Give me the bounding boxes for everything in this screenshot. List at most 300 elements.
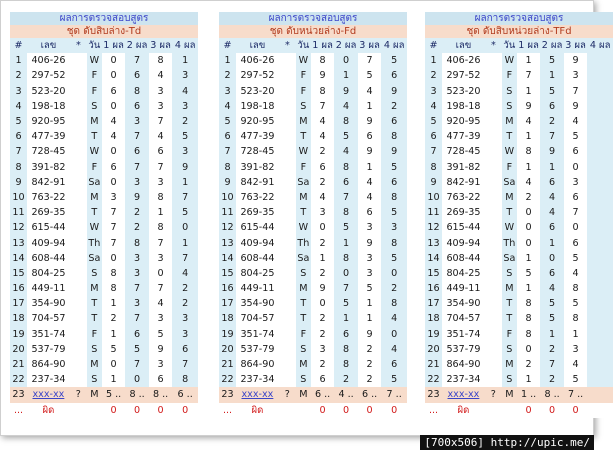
result-value: 6 [102, 84, 126, 99]
result-value: 8 [343, 252, 350, 264]
row-number: 5 [224, 116, 231, 128]
result-value: 8 [391, 298, 398, 310]
result-value: 4 [182, 85, 189, 97]
result-value: 1 [549, 70, 556, 82]
day-code: W [89, 222, 100, 234]
column-header: 1 ผล [102, 38, 126, 53]
result-value: 0 [311, 220, 335, 235]
spacer-cell [70, 160, 87, 175]
result-value: 5 [343, 298, 350, 310]
row-number: 11 [427, 207, 440, 219]
draw-row [425, 311, 613, 326]
result-value: 7 [182, 252, 189, 264]
result-value: 6 [358, 129, 382, 144]
row-number: 2 [224, 70, 231, 82]
lottery-number: 269-35 [27, 205, 70, 220]
next-draw-row [425, 387, 613, 402]
result-value: 1 [549, 161, 556, 173]
lottery-number: 728-45 [442, 144, 485, 159]
day-code: T [91, 313, 98, 325]
row-number: 13 [12, 237, 25, 249]
lottery-number: 391-82 [236, 160, 279, 175]
lottery-number: 391-82 [442, 160, 485, 175]
result-value: 5 [391, 55, 398, 67]
result-value: 2 [391, 100, 398, 112]
draw-row [219, 68, 407, 83]
lottery-number: 409-94 [27, 235, 70, 250]
row-number: 21 [12, 359, 25, 371]
lottery-number: 615-44 [27, 220, 70, 235]
row-number: 16 [221, 283, 234, 295]
lottery-number: 409-94 [442, 235, 485, 250]
result-value: 2 [517, 357, 541, 372]
lottery-number: 763-22 [442, 190, 485, 205]
spacer-cell [485, 281, 502, 296]
spacer-cell [70, 68, 87, 83]
result-value: 5 [564, 296, 588, 311]
error-count: 0 [149, 403, 173, 418]
lottery-number: 920-95 [236, 114, 279, 129]
day-code: M [505, 283, 514, 295]
row-number: 16 [427, 283, 440, 295]
result-value: 2 [134, 207, 141, 219]
column-header: เลข [236, 38, 279, 53]
day-code: S [300, 100, 307, 112]
result-value: 0 [102, 175, 126, 190]
spacer-cell [70, 84, 87, 99]
spacer-cell [70, 175, 87, 190]
result-value: 1 [564, 327, 588, 342]
result-value: 9 [134, 191, 141, 203]
day-code: T [91, 131, 98, 143]
result-value [587, 251, 613, 266]
draw-row [219, 175, 407, 190]
result-value: 5 [549, 55, 556, 67]
row-number: 17 [427, 298, 440, 310]
lottery-number: 864-90 [27, 357, 70, 372]
result-value: 6 [391, 70, 398, 82]
lottery-number: 804-25 [236, 266, 279, 281]
lottery-number: 351-74 [27, 327, 70, 342]
spacer-cell [485, 235, 502, 250]
day-code: Th [503, 237, 516, 249]
result-value: 2 [517, 190, 541, 205]
result-value: 0 [549, 252, 556, 264]
day-code: W [298, 55, 309, 67]
draw-row [10, 220, 198, 235]
row-number: 9 [15, 176, 22, 188]
lottery-number: 198-18 [442, 99, 485, 114]
result-value [587, 205, 613, 220]
result-value: 5 [564, 129, 588, 144]
draw-row [425, 68, 613, 83]
result-value: 5 [391, 374, 398, 386]
result-value: 4 [564, 357, 588, 372]
spacer-cell [279, 403, 296, 418]
spacer-cell [502, 403, 517, 418]
spacer-cell [279, 266, 296, 281]
draw-row [219, 160, 407, 175]
result-value: 6 [564, 235, 588, 250]
spacer-cell [485, 175, 502, 190]
result-value: 4 [358, 84, 382, 99]
result-value [587, 175, 613, 190]
lottery-number: 804-25 [442, 266, 485, 281]
draw-row [219, 311, 407, 326]
result-value [587, 266, 613, 281]
column-header: * [279, 38, 296, 53]
result-value: 5 [549, 313, 556, 325]
error-count: 0 [311, 403, 335, 418]
draw-row [10, 357, 198, 372]
column-header: 4 ผล [172, 38, 198, 53]
result-value: 6 [549, 267, 556, 279]
result-value: 2 [358, 357, 382, 372]
result-value: 1 [149, 205, 173, 220]
result-value: 4 [517, 175, 541, 190]
spacer-cell [279, 129, 296, 144]
result-value: 4 [517, 114, 541, 129]
lottery-number: 704-57 [236, 311, 279, 326]
panel-subtitle: ชุด ดับหน่วยล่าง-Fd [219, 25, 407, 38]
spacer-cell [279, 144, 296, 159]
next-draw-link[interactable]: xxx-xx [236, 387, 279, 402]
result-value: 8 [391, 131, 398, 143]
result-value: 7 [149, 114, 173, 129]
draw-row [10, 281, 198, 296]
draw-row [219, 342, 407, 357]
result-value: 8 [517, 311, 541, 326]
spacer-cell [70, 99, 87, 114]
result-value: 1 [517, 281, 541, 296]
row-number: 22 [12, 374, 25, 386]
result-value: 8 [149, 53, 173, 68]
result-value: 8 [517, 327, 541, 342]
result-value: 4 [549, 191, 556, 203]
day-code: T [300, 207, 307, 219]
column-header: เลข [442, 38, 485, 53]
result-value: 0 [134, 374, 141, 386]
spacer-cell [485, 296, 502, 311]
result-value: 3 [564, 342, 588, 357]
draw-row [425, 114, 613, 129]
results-table [425, 38, 613, 418]
row-number: 23 [425, 387, 442, 402]
result-value: 2 [102, 311, 126, 326]
spacer-cell [70, 251, 87, 266]
formula-panel-3 [425, 12, 613, 418]
day-code: T [300, 313, 307, 325]
result-value: 3 [134, 116, 141, 128]
result-value [587, 160, 613, 175]
spacer-cell [87, 403, 102, 418]
result-value: 8 [134, 237, 141, 249]
spacer-cell [485, 311, 502, 326]
lottery-number: 351-74 [442, 327, 485, 342]
column-header: # [219, 38, 236, 53]
spacer-cell [70, 235, 87, 250]
spacer-cell [279, 205, 296, 220]
result-value: 4 [343, 100, 350, 112]
day-code: W [504, 55, 515, 67]
result-value: 1 [517, 84, 541, 99]
draw-row [219, 251, 407, 266]
draw-row [10, 144, 198, 159]
result-value: 1 [517, 53, 541, 68]
day-code: S [91, 267, 98, 279]
row-number: 22 [427, 374, 440, 386]
result-value: 0 [182, 222, 189, 234]
result-value: 2 [311, 311, 335, 326]
result-value: 2 [134, 222, 141, 234]
row-number: 15 [427, 267, 440, 279]
lottery-number: 920-95 [442, 114, 485, 129]
panel-title: ผลการตรวจสอบสูตร [219, 12, 407, 25]
spacer-cell [485, 53, 502, 68]
day-code: M [505, 191, 514, 203]
predicted-value: 6 .. [311, 387, 335, 402]
error-count: 0 [564, 403, 588, 418]
day-code: F [506, 161, 513, 173]
day-code: T [506, 313, 513, 325]
result-value: 9 [358, 235, 382, 250]
result-value: 1 [311, 251, 335, 266]
result-value: 2 [358, 342, 382, 357]
result-value: 1 [343, 70, 350, 82]
predicted-value: 6 .. [358, 387, 382, 402]
lottery-number: 704-57 [27, 311, 70, 326]
lottery-number: 608-44 [442, 251, 485, 266]
formula-panel-1 [10, 12, 198, 418]
result-value: 1 [358, 296, 382, 311]
error-count: 0 [102, 403, 126, 418]
next-draw-link[interactable]: xxx-xx [27, 387, 70, 402]
error-label: ผิด [442, 403, 485, 418]
result-value: 1 [358, 160, 382, 175]
spacer-cell [70, 190, 87, 205]
result-value: 5 [549, 298, 556, 310]
result-value: 4 [149, 68, 173, 83]
column-header: 1 ผล [311, 38, 335, 53]
lottery-number: 728-45 [236, 144, 279, 159]
predicted-value: 5 .. [102, 387, 126, 402]
lottery-number: 269-35 [442, 205, 485, 220]
draw-row [425, 144, 613, 159]
day-code: M [90, 283, 99, 295]
lottery-number: 864-90 [442, 357, 485, 372]
lottery-number: 608-44 [27, 251, 70, 266]
error-count-row [219, 403, 407, 418]
day-code: M [90, 116, 99, 128]
result-value: 3 [358, 251, 382, 266]
result-value: 8 [182, 374, 189, 386]
predicted-value: 4 .. [334, 387, 358, 402]
row-number: 8 [430, 161, 437, 173]
lottery-number: 237-34 [442, 372, 485, 387]
result-value: 3 [311, 342, 335, 357]
result-value: 1 [102, 327, 126, 342]
result-value: 0 [517, 220, 541, 235]
draw-row [10, 160, 198, 175]
result-value: 6 [134, 70, 141, 82]
result-value: 7 [134, 161, 141, 173]
spacer-cell [279, 311, 296, 326]
result-value: 9 [343, 85, 350, 97]
draw-row [219, 296, 407, 311]
result-value: 4 [343, 146, 350, 158]
row-number: 15 [221, 267, 234, 279]
result-value: 7 [311, 99, 335, 114]
spacer-cell [279, 99, 296, 114]
result-value: 9 [149, 342, 173, 357]
result-value: 4 [149, 129, 173, 144]
day-code: M [299, 116, 308, 128]
predicted-value: 1 .. [517, 387, 541, 402]
result-value: 1 [549, 328, 556, 340]
result-value: 5 [358, 68, 382, 83]
panel-title: ผลการตรวจสอบสูตร [10, 12, 198, 25]
result-value: 6 [549, 222, 556, 234]
result-value [587, 99, 613, 114]
result-value: 1 [102, 372, 126, 387]
column-header: # [425, 38, 442, 53]
results-table [10, 38, 198, 418]
spacer-cell [485, 160, 502, 175]
result-value: 5 [391, 161, 398, 173]
row-number: 7 [15, 146, 22, 158]
spacer-cell [296, 403, 311, 418]
row-number: 23 [10, 387, 27, 402]
error-count-row [10, 403, 198, 418]
draw-row [219, 53, 407, 68]
result-value: 1 [517, 160, 541, 175]
result-value: 7 [182, 359, 189, 371]
result-value: 2 [311, 144, 335, 159]
spacer-cell [70, 205, 87, 220]
result-value: 9 [517, 99, 541, 114]
result-value: 6 [549, 176, 556, 188]
result-value: 3 [182, 70, 189, 82]
lottery-number: 449-11 [442, 281, 485, 296]
result-value: 2 [182, 116, 189, 128]
spacer-cell [279, 281, 296, 296]
lottery-number: 608-44 [236, 251, 279, 266]
spacer-cell [485, 68, 502, 83]
row-number: 19 [221, 328, 234, 340]
result-value: 7 [102, 220, 126, 235]
panel-subtitle: ชุด ดับสิบหน่วยล่าง-TFd [425, 25, 613, 38]
result-value: 1 [517, 372, 541, 387]
column-header: * [70, 38, 87, 53]
result-value: 6 [102, 160, 126, 175]
row-number: 3 [15, 85, 22, 97]
result-value [587, 311, 613, 326]
formula-panel-2 [219, 12, 407, 418]
day-code: F [91, 85, 98, 97]
error-count: 0 [125, 403, 149, 418]
unknown-mark: ? [485, 387, 502, 402]
column-header: วัน [87, 38, 102, 53]
result-value: 0 [391, 328, 398, 340]
row-number: 12 [12, 222, 25, 234]
result-value: 4 [149, 296, 173, 311]
spacer-cell [70, 357, 87, 372]
result-value: 7 [343, 283, 350, 295]
row-number: 4 [224, 100, 231, 112]
day-code: S [506, 100, 513, 112]
result-value: 9 [182, 161, 189, 173]
lottery-number: 449-11 [27, 281, 70, 296]
result-value: 7 [134, 359, 141, 371]
unknown-mark: ? [70, 387, 87, 402]
day-code: F [300, 161, 307, 173]
draw-row [425, 53, 613, 68]
header-row [219, 38, 407, 53]
result-value: 7 [358, 53, 382, 68]
lottery-number: 406-26 [236, 53, 279, 68]
row-number: 19 [12, 328, 25, 340]
day-code: M [299, 283, 308, 295]
result-value: 8 [391, 191, 398, 203]
lottery-number: 842-91 [442, 175, 485, 190]
unknown-mark: ? [279, 387, 296, 402]
row-number: 6 [224, 131, 231, 143]
column-header: 4 ผล [587, 38, 613, 53]
lottery-number: 406-26 [442, 53, 485, 68]
result-value: 0 [311, 296, 335, 311]
column-header: 1 ผล [517, 38, 541, 53]
result-value: 5 [564, 251, 588, 266]
result-value: 1 [517, 129, 541, 144]
lottery-number: 864-90 [236, 357, 279, 372]
spacer-cell [279, 84, 296, 99]
column-header: * [485, 38, 502, 53]
spacer-cell [279, 220, 296, 235]
result-value: 3 [149, 311, 173, 326]
result-value: 0 [343, 55, 350, 67]
result-value: 7 [564, 205, 588, 220]
spacer-cell [279, 342, 296, 357]
row-number: 10 [12, 191, 25, 203]
result-value: 7 [564, 84, 588, 99]
day-code: W [298, 146, 309, 158]
column-header: 3 ผล [358, 38, 382, 53]
predicted-value [587, 387, 613, 402]
row-number: 14 [12, 252, 25, 264]
next-draw-row [219, 387, 407, 402]
next-draw-link[interactable]: xxx-xx [442, 387, 485, 402]
row-number: 10 [221, 191, 234, 203]
result-value: 5 [391, 252, 398, 264]
result-value: 9 [549, 146, 556, 158]
draw-row [425, 327, 613, 342]
result-value [587, 327, 613, 342]
result-value: 0 [102, 144, 126, 159]
result-value [587, 342, 613, 357]
result-value: 0 [102, 251, 126, 266]
lottery-number: 351-74 [236, 327, 279, 342]
spacer-cell [70, 281, 87, 296]
row-number: ... [425, 403, 442, 418]
result-value: 3 [134, 267, 141, 279]
error-count: 0 [172, 403, 198, 418]
predicted-value: 8 .. [149, 387, 173, 402]
row-number: 18 [221, 313, 234, 325]
result-value [587, 190, 613, 205]
result-value: 2 [343, 374, 350, 386]
day-code: Sa [503, 252, 516, 264]
result-value [587, 220, 613, 235]
